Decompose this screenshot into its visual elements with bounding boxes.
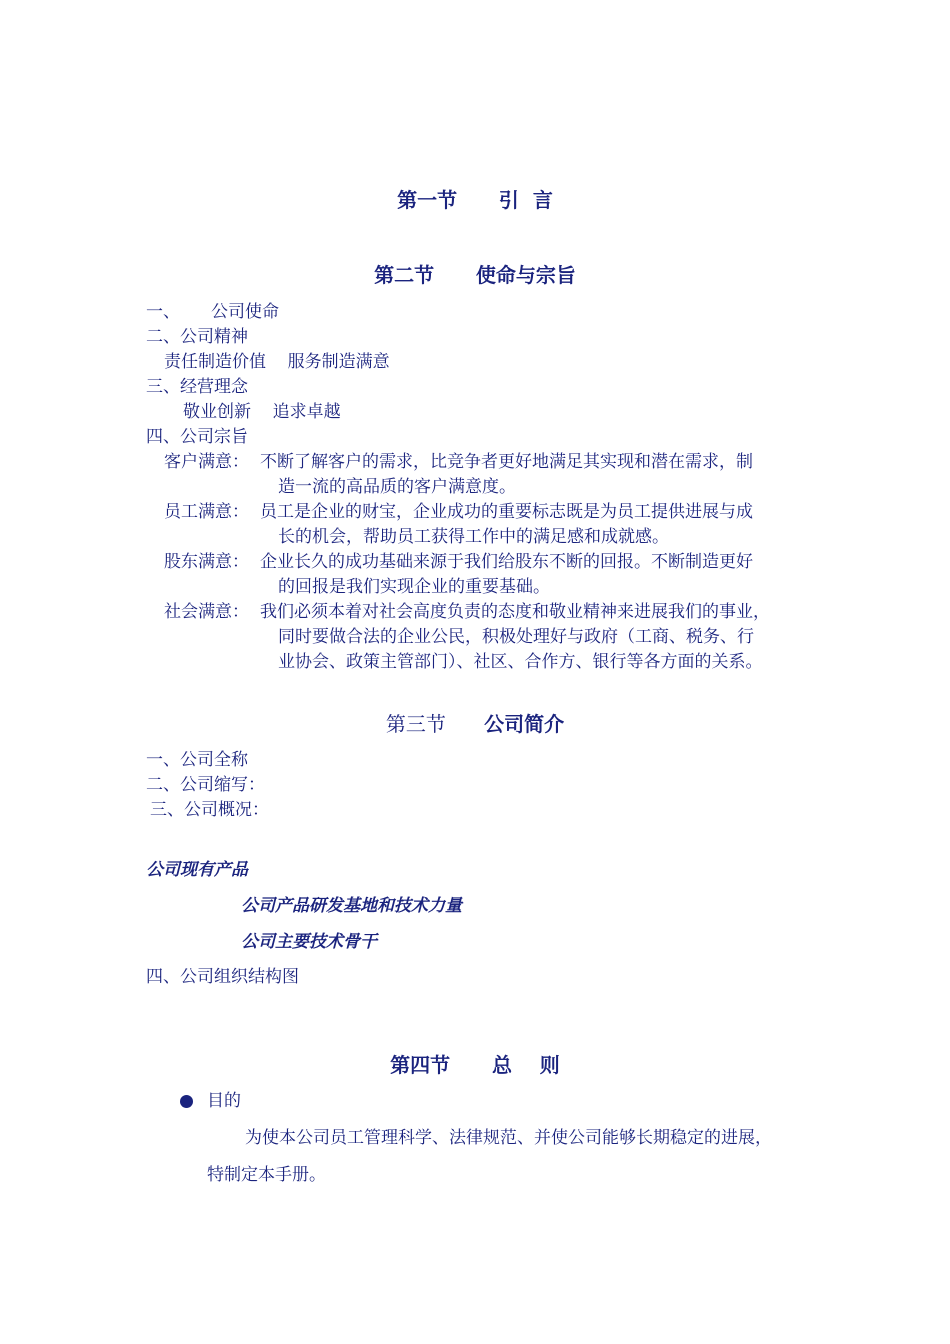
shareholder-label: 股东满意： (164, 552, 249, 572)
employee-line-1: 员工是企业的财宝，企业成功的重要标志既是为员工提供进展与成 (260, 502, 753, 522)
shareholder-line-1: 企业长久的成功基础来源于我们给股东不断的回报。不断制造更好 (260, 552, 753, 572)
society-label: 社会满意： (164, 602, 249, 622)
section-4-title: 总 则 (491, 1053, 560, 1077)
section-2-heading (0, 261, 950, 289)
s3-item-4: 四、公司组织结构图 (146, 967, 299, 987)
section-1-title: 引 言 (498, 188, 553, 212)
s2-item-1-text: 公司使命 (211, 302, 279, 322)
customer-line-2: 造一流的高品质的客户满意度。 (278, 477, 516, 497)
s2-item-1-number: 一、 (146, 302, 180, 322)
section-2-label: 第二节 (374, 263, 435, 287)
section-3-title: 公司简介 (484, 712, 565, 736)
purpose-para-line-1: 为使本公司员工管理科学、法律规范、并使公司能够长期稳定的进展， (245, 1128, 772, 1148)
customer-line-1: 不断了解客户的需求，比竞争者更好地满足其实现和潜在需求，制 (260, 452, 753, 472)
employee-line-2: 长的机会，帮助员工获得工作中的满足感和成就感。 (278, 527, 669, 547)
section-4-label: 第四节 (390, 1053, 451, 1077)
s2-item-3: 三、经营理念 (146, 377, 248, 397)
employee-label: 员工满意： (164, 502, 249, 522)
purpose-label: 目的 (207, 1091, 241, 1111)
section-3-label: 第三节 (385, 712, 446, 736)
key-staff-heading: 公司主要技术骨干 (241, 932, 377, 952)
shareholder-line-2: 的回报是我们实现企业的重要基础。 (278, 577, 550, 597)
s3-item-2: 二、公司缩写： (146, 775, 265, 795)
section-4-heading (0, 1051, 950, 1079)
s2-item-2-text: 责任制造价值 服务制造满意 (164, 352, 390, 372)
s3-item-1: 一、公司全称 (146, 750, 248, 770)
purpose-para-line-2: 特制定本手册。 (207, 1165, 326, 1185)
s2-item-4: 四、公司宗旨 (146, 427, 248, 447)
society-line-3: 业协会、政策主管部门）、社区、合作方、银行等各方面的关系。 (278, 652, 763, 672)
rd-base-heading: 公司产品研发基地和技术力量 (241, 896, 462, 916)
section-2-title: 使命与宗旨 (475, 263, 576, 287)
customer-label: 客户满意： (164, 452, 249, 472)
s2-item-3-text: 敬业创新 追求卓越 (183, 402, 341, 422)
section-1-heading (0, 186, 950, 214)
society-line-2: 同时要做合法的企业公民，积极处理好与政府（工商、税务、行 (278, 627, 754, 647)
section-3-heading (0, 710, 950, 738)
s2-item-2: 二、公司精神 (146, 327, 248, 347)
bullet-icon (180, 1095, 193, 1108)
society-line-1: 我们必须本着对社会高度负责的态度和敬业精神来进展我们的事业， (260, 602, 770, 622)
current-products-heading: 公司现有产品 (146, 860, 248, 880)
section-1-label: 第一节 (397, 188, 458, 212)
s3-item-3: 三、公司概况： (150, 800, 269, 820)
